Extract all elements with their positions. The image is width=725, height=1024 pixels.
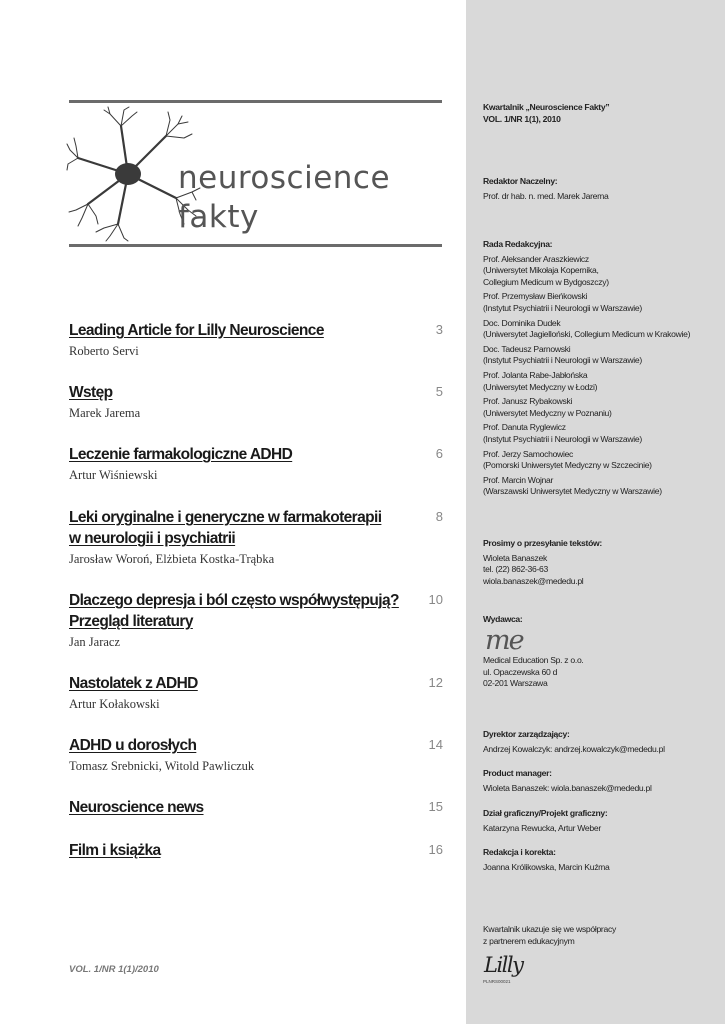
toc-entry-page: 10 bbox=[428, 592, 443, 607]
board-member-name: Prof. Jerzy Samochowiec bbox=[483, 448, 574, 459]
toc-entry-page: 16 bbox=[428, 842, 443, 857]
masthead-partner bbox=[483, 924, 719, 947]
masthead-journal bbox=[483, 102, 719, 125]
masthead-director bbox=[483, 729, 719, 755]
board-list bbox=[483, 254, 719, 498]
board-member-name: Doc. Dominika Dudek bbox=[483, 317, 561, 328]
toc-entry-title[interactable] bbox=[69, 382, 443, 403]
masthead-pm bbox=[483, 768, 719, 794]
lilly-logo-icon bbox=[483, 950, 537, 980]
toc-entry-author: Artur Kołakowski bbox=[69, 697, 160, 711]
footer-volume: VOL. 1/NR 1(1)/2010 bbox=[69, 964, 159, 975]
board-member-affiliation: (Instytut Psychiatrii i Neurologii w Warszawie) bbox=[483, 355, 642, 366]
graphics-names: Katarzyna Rewucka, Artur Weber bbox=[483, 822, 601, 833]
board-member bbox=[483, 449, 719, 472]
board-member bbox=[483, 318, 719, 341]
toc-entry-title[interactable] bbox=[69, 797, 443, 818]
board-member-affiliation: (Pomorski Uniwersytet Medyczny w Szczecinie) bbox=[483, 460, 652, 471]
toc-entry[interactable] bbox=[69, 507, 443, 567]
partner-code: PLNRS00021 bbox=[483, 979, 511, 984]
board-member bbox=[483, 396, 719, 419]
editing-names: Joanna Królikowska, Marcin Kuźma bbox=[483, 861, 610, 872]
toc-entry[interactable] bbox=[69, 840, 443, 861]
toc-title-line: w neurologii i psychiatrii bbox=[69, 530, 236, 547]
header-rule-top bbox=[69, 100, 442, 103]
toc-entry-author: Marek Jarema bbox=[69, 406, 141, 420]
masthead-publisher bbox=[483, 614, 719, 626]
submit-email[interactable]: wiola.banaszek@mededu.pl bbox=[483, 575, 584, 586]
masthead-graphics bbox=[483, 808, 719, 834]
toc-entry-title[interactable] bbox=[69, 507, 443, 549]
board-member-affiliation: (Uniwersytet Mikołaja Kopernika, bbox=[483, 265, 599, 276]
board-member-name: Prof. Marcin Wojnar bbox=[483, 474, 554, 485]
toc-entry-title[interactable] bbox=[69, 320, 443, 341]
editor-heading: Redaktor Naczelny: bbox=[483, 176, 558, 186]
toc-entry-page: 14 bbox=[428, 737, 443, 752]
board-member-name: Prof. Aleksander Araszkiewicz bbox=[483, 253, 589, 264]
submit-heading: Prosimy o przesyłanie tekstów: bbox=[483, 538, 602, 548]
toc-entry[interactable] bbox=[69, 444, 443, 483]
toc-entry[interactable] bbox=[69, 797, 443, 818]
toc-entry[interactable] bbox=[69, 735, 443, 774]
toc-title-line: Nastolatek z ADHD bbox=[69, 675, 198, 692]
board-member-affiliation: (Instytut Psychiatrii i Neurologii w Warszawie) bbox=[483, 433, 642, 444]
toc-entry[interactable] bbox=[69, 382, 443, 421]
editor-name: Prof. dr hab. n. med. Marek Jarema bbox=[483, 190, 609, 201]
pm-heading: Product manager: bbox=[483, 768, 552, 778]
toc-entry-title[interactable] bbox=[69, 590, 443, 632]
publisher-address bbox=[483, 655, 719, 690]
masthead-editor bbox=[483, 176, 719, 202]
graphics-heading: Dział graficzny/Projekt graficzny: bbox=[483, 808, 608, 818]
toc-entry-author: Jarosław Woroń, Elżbieta Kostka-Trąbka bbox=[69, 552, 275, 566]
board-member bbox=[483, 291, 719, 314]
toc-entry[interactable] bbox=[69, 320, 443, 359]
pm-contact: Wioleta Banaszek: wiola.banaszek@mededu.pl bbox=[483, 782, 652, 793]
board-member-name: Prof. Przemysław Bieńkowski bbox=[483, 291, 588, 302]
board-member bbox=[483, 475, 719, 498]
toc-entry-title[interactable] bbox=[69, 735, 443, 756]
toc-title-line: Dlaczego depresja i ból często współwystępują? bbox=[69, 592, 399, 609]
toc-entry-title[interactable] bbox=[69, 673, 443, 694]
logo-word-fakty: fakty bbox=[178, 199, 259, 235]
publisher-name: Medical Education Sp. z o.o. bbox=[483, 655, 584, 665]
board-member-name: Prof. Danuta Ryglewicz bbox=[483, 422, 566, 433]
toc-entry-page: 5 bbox=[435, 384, 443, 399]
toc-entry-page: 8 bbox=[435, 509, 443, 524]
publisher-street: ul. Opaczewska 60 d bbox=[483, 666, 558, 677]
editing-heading: Redakcja i korekta: bbox=[483, 847, 556, 857]
board-member bbox=[483, 370, 719, 393]
toc-title-line: Przegląd literatury bbox=[69, 613, 193, 630]
board-member-affiliation: (Uniwersytet Medyczny w Łodzi) bbox=[483, 381, 598, 392]
board-member-affiliation: (Warszawski Uniwersytet Medyczny w Warszawie) bbox=[483, 486, 662, 497]
board-heading: Rada Redakcyjna: bbox=[483, 239, 553, 249]
partner-line-2: z partnerem edukacyjnym bbox=[483, 935, 575, 946]
toc-title-line: Wstęp bbox=[69, 384, 113, 401]
toc-entry-title[interactable] bbox=[69, 444, 443, 465]
toc-title-line: Film i książka bbox=[69, 842, 161, 859]
toc-title-line: ADHD u dorosłych bbox=[69, 737, 197, 754]
toc-entry-page: 15 bbox=[428, 799, 443, 814]
toc-entry[interactable] bbox=[69, 673, 443, 712]
toc-entry-author: Tomasz Srebnicki, Witold Pawliczuk bbox=[69, 759, 255, 773]
toc-title-line: Leading Article for Lilly Neuroscience bbox=[69, 322, 324, 339]
partner-logo-text: Lilly bbox=[484, 953, 523, 977]
toc-entry-page: 6 bbox=[435, 446, 443, 461]
masthead-submit bbox=[483, 538, 719, 587]
board-member-affiliation: (Uniwersytet Medyczny w Poznaniu) bbox=[483, 407, 612, 418]
journal-name: Kwartalnik „Neuroscience Fakty” bbox=[483, 102, 610, 112]
publisher-city: 02-201 Warszawa bbox=[483, 678, 548, 689]
director-contact: Andrzej Kowalczyk: andrzej.kowalczyk@mededu.pl bbox=[483, 743, 665, 754]
toc-title-line: Leczenie farmakologiczne ADHD bbox=[69, 446, 293, 463]
board-member bbox=[483, 344, 719, 367]
toc-title-line: Leki oryginalne i generyczne w farmakoterapii bbox=[69, 509, 382, 526]
header-rule-bottom bbox=[69, 244, 442, 247]
director-heading: Dyrektor zarządzający: bbox=[483, 729, 570, 739]
board-member bbox=[483, 422, 719, 445]
board-member-name: Doc. Tadeusz Parnowski bbox=[483, 343, 571, 354]
board-member-affiliation: Collegium Medicum w Bydgoszczy) bbox=[483, 276, 609, 287]
toc-entry-author: Jan Jaracz bbox=[69, 635, 121, 649]
toc-title-line: Neuroscience news bbox=[69, 799, 204, 816]
publisher-logo-text: me bbox=[485, 627, 523, 653]
toc-entry-title[interactable] bbox=[69, 840, 443, 861]
board-member-name: Prof. Janusz Rybakowski bbox=[483, 396, 573, 407]
journal-volume: VOL. 1/NR 1(1), 2010 bbox=[483, 113, 561, 124]
medical-education-logo-icon bbox=[483, 627, 533, 653]
toc-entry-author: Roberto Servi bbox=[69, 344, 139, 358]
toc-entry-author: Artur Wiśniewski bbox=[69, 468, 158, 482]
board-member-affiliation: (Instytut Psychiatrii i Neurologii w Warszawie) bbox=[483, 302, 642, 313]
toc-entry-page: 3 bbox=[435, 322, 443, 337]
toc-entry-page: 12 bbox=[428, 675, 443, 690]
logo-word-neuroscience: neuroscience bbox=[178, 160, 391, 196]
masthead-board bbox=[483, 239, 719, 501]
submit-phone: tel. (22) 862-36-63 bbox=[483, 564, 549, 575]
publisher-heading: Wydawca: bbox=[483, 614, 523, 624]
board-member-name: Prof. Jolanta Rabe-Jabłońska bbox=[483, 369, 588, 380]
board-member-affiliation: (Uniwersytet Jagielloński, Collegium Medicum w Krakowie) bbox=[483, 329, 691, 340]
toc-entry[interactable] bbox=[69, 590, 443, 650]
masthead-editing bbox=[483, 847, 719, 873]
submit-name: Wioleta Banaszek bbox=[483, 552, 547, 563]
board-member bbox=[483, 254, 719, 289]
partner-line-1: Kwartalnik ukazuje się we współpracy bbox=[483, 924, 616, 934]
